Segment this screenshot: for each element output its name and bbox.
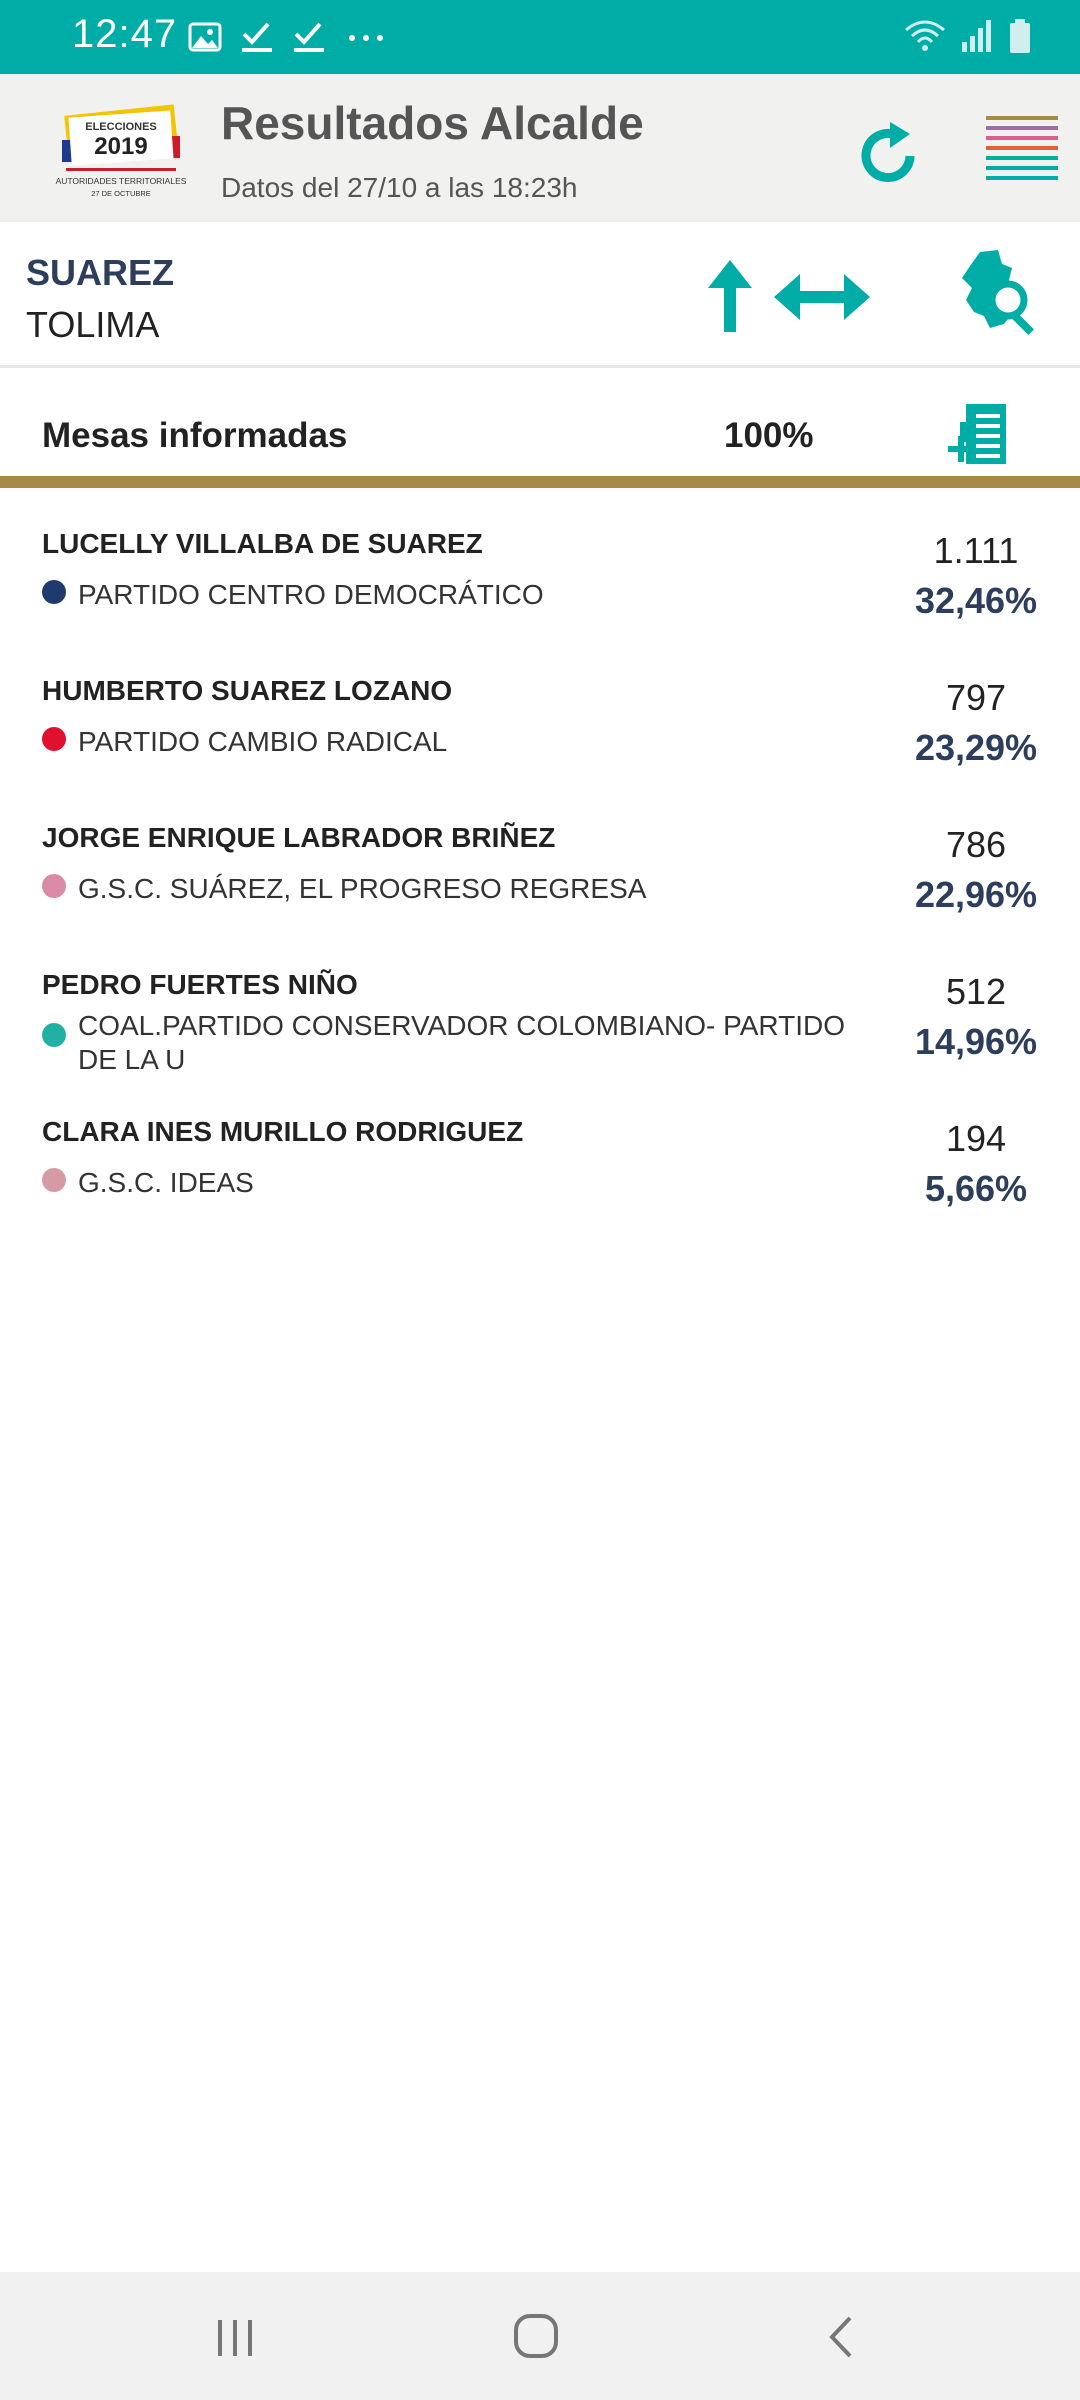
candidate-list <box>0 500 1080 1235</box>
party-color-dot <box>42 727 66 751</box>
vote-percent: 14,96% <box>914 1021 1038 1062</box>
party-row <box>42 725 862 759</box>
arrow-left-right-icon <box>774 274 870 320</box>
arrow-up-icon <box>708 260 752 332</box>
party-name: PARTIDO CENTRO DEMOCRÁTICO <box>78 579 544 610</box>
status-time: 12:47 <box>72 12 178 56</box>
report-details-button[interactable] <box>946 402 1016 472</box>
back-button[interactable] <box>820 2312 860 2362</box>
candidate-name: HUMBERTO SUAREZ LOZANO <box>42 675 453 706</box>
data-timestamp: Datos del 27/10 a las 18:23h <box>221 172 578 203</box>
wifi-icon <box>904 18 946 54</box>
party-row <box>42 1009 862 1077</box>
check-icon <box>292 20 326 54</box>
vote-count: 786 <box>945 824 1007 865</box>
vote-count: 797 <box>945 677 1007 718</box>
vote-percent: 32,46% <box>914 580 1038 621</box>
candidate-name: JORGE ENRIQUE LABRADOR BRIÑEZ <box>42 822 556 853</box>
vote-percent: 5,66% <box>924 1168 1028 1209</box>
candidate-row[interactable] <box>0 500 1080 647</box>
candidate-name: LUCELLY VILLALBA DE SUAREZ <box>42 528 483 559</box>
vote-percent: 22,96% <box>914 874 1038 915</box>
municipality-name: SUAREZ <box>26 252 175 293</box>
candidate-row[interactable] <box>0 941 1080 1088</box>
party-color-dot <box>42 1023 66 1047</box>
mesas-label: Mesas informadas <box>42 416 348 455</box>
more-icon <box>344 20 388 54</box>
party-row <box>42 872 862 906</box>
system-icons <box>904 18 1032 54</box>
party-name: G.S.C. IDEAS <box>78 1167 254 1198</box>
hamburger-icon <box>986 116 1058 180</box>
party-name: PARTIDO CAMBIO RADICAL <box>78 726 448 757</box>
party-row <box>42 578 862 612</box>
candidate-row[interactable] <box>0 1088 1080 1235</box>
status-bar <box>0 0 1080 74</box>
refresh-icon <box>866 133 910 177</box>
party-color-dot <box>42 1168 66 1192</box>
compare-button[interactable] <box>772 262 872 332</box>
refresh-button[interactable] <box>850 118 926 194</box>
signal-icon <box>960 18 994 54</box>
system-nav-bar <box>0 2272 1080 2400</box>
map-search-button[interactable] <box>950 244 1050 344</box>
candidate-name: PEDRO FUERTES NIÑO <box>42 969 358 1000</box>
party-color-dot <box>42 874 66 898</box>
add-document-icon <box>948 404 1006 464</box>
mesas-informadas-row <box>0 370 1080 488</box>
home-button[interactable] <box>512 2310 564 2362</box>
recent-apps-icon <box>218 2320 252 2356</box>
party-name: G.S.C. SUÁREZ, EL PROGRESO REGRESA <box>78 873 647 904</box>
vote-count: 194 <box>945 1118 1007 1159</box>
location-section <box>0 222 1080 368</box>
svg-text:ELECCIONES: ELECCIONES <box>85 121 157 133</box>
candidate-row[interactable] <box>0 794 1080 941</box>
department-name: TOLIMA <box>26 304 160 345</box>
battery-icon <box>1008 18 1032 54</box>
map-search-icon <box>962 250 1034 335</box>
party-row <box>42 1166 862 1200</box>
elecciones-logo <box>46 96 196 206</box>
menu-button[interactable] <box>984 112 1060 188</box>
check-icon <box>240 20 274 54</box>
svg-text:2019: 2019 <box>94 133 148 160</box>
party-name: COAL.PARTIDO CONSERVADOR COLOMBIANO- PARTIDO DE LA U <box>78 1010 846 1075</box>
svg-text:AUTORIDADES TERRITORIALES: AUTORIDADES TERRITORIALES <box>55 176 187 186</box>
back-icon <box>832 2318 850 2356</box>
candidate-row[interactable] <box>0 647 1080 794</box>
candidate-name: CLARA INES MURILLO RODRIGUEZ <box>42 1116 524 1147</box>
level-up-button[interactable] <box>702 256 758 336</box>
image-icon <box>188 20 222 54</box>
recent-apps-button[interactable] <box>210 2312 260 2362</box>
page-title: Resultados Alcalde <box>221 97 644 149</box>
vote-percent: 23,29% <box>914 727 1038 768</box>
app-header <box>0 74 1080 222</box>
notification-icons <box>188 20 388 54</box>
vote-count: 512 <box>945 971 1007 1012</box>
vote-count: 1.111 <box>933 530 1019 571</box>
party-color-dot <box>42 580 66 604</box>
home-icon <box>516 2316 556 2356</box>
mesas-value: 100% <box>724 416 814 455</box>
svg-text:27 DE OCTUBRE: 27 DE OCTUBRE <box>91 189 151 198</box>
